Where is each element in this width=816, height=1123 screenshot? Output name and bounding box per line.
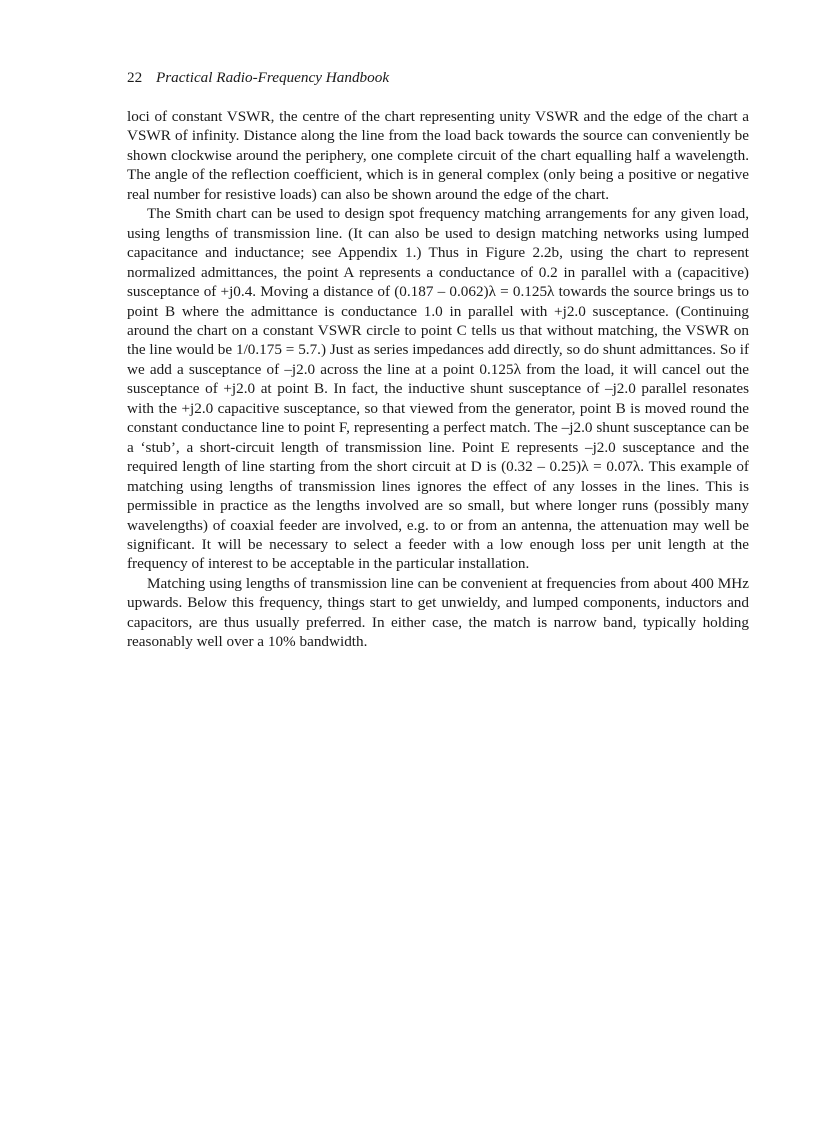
paragraph-continuation: loci of constant VSWR, the centre of the chart representing unity VSWR and the edge of the chart a VSWR of infinity. Distance along the line from the load back towards the source can conveniently be shown clockwise around the periphery, one complete circuit of the chart equalling half a wavelength. The angle of the reflection coefficient, which is in general complex (only being a positive or negative real number for resistive loads) can also be shown around the edge of the chart. (127, 108, 749, 203)
body-text (127, 107, 749, 652)
paragraph-smith-chart-matching: The Smith chart can be used to design spot frequency matching arrangements for any given load, using lengths of transmission line. (It can also be used to design matching networks using lumped capacitance and inductance; see Appendix 1.) Thus in Figure 2.2b, using the chart to represent normalized admittances, the point A represents a conductance of 0.2 in parallel with a (capacitive) susceptance of +j0.4. Moving a distance of (0.187 – 0.062)λ = 0.125λ towards the source brings us to point B where the admittance is conductance 1.0 in parallel with +j2.0 susceptance. (Continuing around the chart on a constant VSWR circle to point C tells us that without matching, the VSWR on the line would be 1/0.175 = 5.7.) Just as series impedances add directly, so do shunt admittances. So if we add a susceptance of –j2.0 across the line at a point 0.125λ from the load, it will cancel out the susceptance of +j2.0 at point B. In fact, the inductive shunt susceptance of –j2.0 parallel resonates with the +j2.0 capacitive susceptance, so that viewed from the generator, point B is moved round the constant conductance line to point F, representing a perfect match. The –j2.0 shunt susceptance can be a ‘stub’, a short-circuit length of transmission line. Point E represents –j2.0 susceptance and the required length of line starting from the short circuit at D is (0.32 – 0.25)λ = 0.07λ. This example of matching using lengths of transmission lines ignores the effect of any losses in the lines. This is permissible in practice as the lengths involved are so small, but where longer runs (possibly many wavelengths) of coaxial feeder are involved, e.g. to or from an antenna, the attenuation may well be significant. It will be necessary to select a feeder with a low enough loss per unit length at the frequency of interest to be acceptable in the particular installation. (127, 205, 749, 573)
running-head (127, 68, 389, 87)
page-number: 22 (127, 69, 143, 86)
paragraph-frequency-range: Matching using lengths of transmission line can be convenient at frequencies from about 400 MHz upwards. Below this frequency, things start to get unwieldy, and lumped components, inductors and capacitors, are thus usually preferred. In either case, the match is narrow band, typically holding reasonably well over a 10% bandwidth. (127, 574, 749, 651)
book-title: Practical Radio-Frequency Handbook (155, 69, 390, 86)
